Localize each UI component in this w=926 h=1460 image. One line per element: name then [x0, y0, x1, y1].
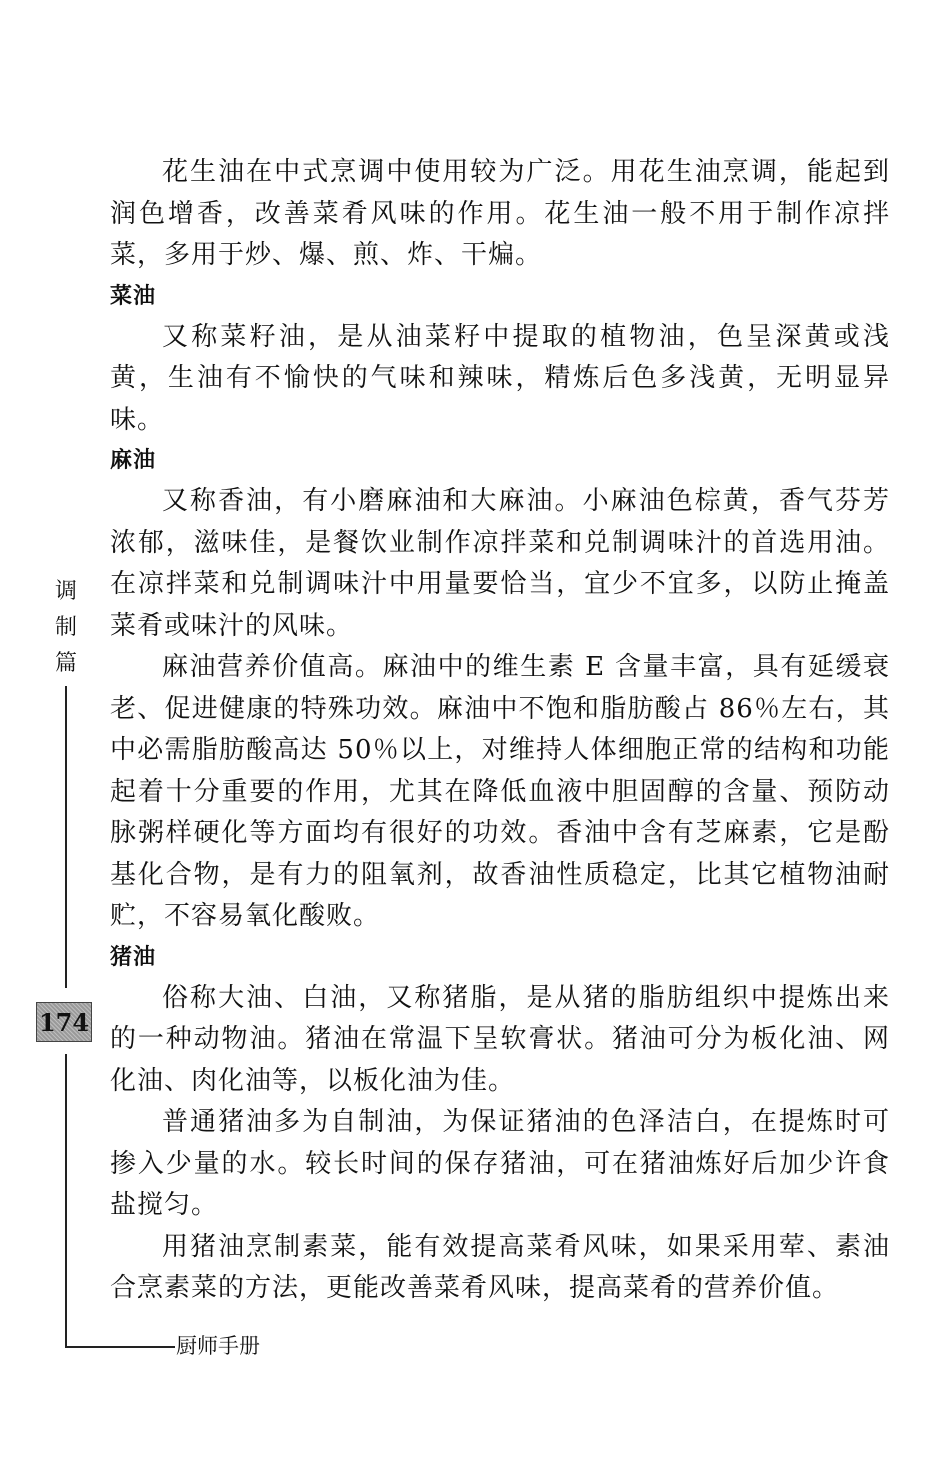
heading-sesame-oil: 麻油: [110, 448, 157, 473]
footer-rule: [65, 1346, 175, 1348]
page-number: 174: [36, 1002, 92, 1042]
paragraph-sesame-oil-intro: 又称香油，有小磨麻油和大麻油。小麻油色棕黄，香气芬芳浓郁，滋味佳，是餐饮业制作凉拌菜和兑制调味汁的首选用油。在凉拌菜和兑制调味汁中用量要恰当，宜少不宜多，以防止掩盖菜肴或味汁的风味。: [110, 486, 890, 641]
heading-rapeseed-oil: 菜油: [110, 283, 157, 309]
section-label-char: 篇: [54, 651, 77, 676]
paragraph-lard-storage: 普通猪油多为自制油，为保证猪油的色泽洁白，在提炼时可掺入少量的水。较长时间的保存猪油，可在猪油炼好后加少许食盐搅匀。: [110, 1107, 890, 1220]
footer-book-title: 厨师手册: [176, 1334, 260, 1358]
paragraph-rapeseed-oil: 又称菜籽油，是从油菜籽中提取的植物油，色呈深黄或浅黄，生油有不愉快的气味和辣味，精炼后色多浅黄，无明显异味。: [110, 321, 890, 435]
section-label-char: 调: [54, 579, 77, 604]
heading-lard: 猪油: [110, 944, 157, 970]
paragraph-sesame-oil-nutrition: 麻油营养价值高。麻油中的维生素 E 含量丰富，具有延缓衰老、促进健康的特殊功效。麻油中不饱和脂肪酸占 86％左右，其中必需脂肪酸高达 50％以上，对维持人体细胞正常的结构和功能起着十分重要的作用，尤其在降低血液中胆固醇的含量、预防动脉粥样硬化等方面均有很好的功效。香油中含有芝麻素，它是酚基化合物，是有力的阻氧剂，故香油性质稳定，比其它植物油耐贮，不容易氧化酸败。: [110, 652, 890, 931]
margin-rule-upper: [65, 686, 67, 988]
paragraph-lard-intro: 俗称大油、白油，又称猪脂，是从猪的脂肪组织中提炼出来的一种动物油。猪油在常温下呈软膏状。猪油可分为板化油、网化油、肉化油等，以板化油为佳。: [110, 982, 890, 1096]
paragraph-peanut-oil: 花生油在中式烹调中使用较为广泛。用花生油烹调，能起到润色增香，改善菜肴风味的作用。花生油一般不用于制作凉拌菜，多用于炒、爆、煎、炸、干煸。: [110, 157, 890, 270]
section-label-char: 制: [54, 615, 77, 640]
margin-rule-lower: [65, 1054, 67, 1348]
section-label: [50, 574, 82, 682]
paragraph-lard-cooking: 用猪油烹制素菜，能有效提高菜肴风味，如果采用荤、素油合烹素菜的方法，更能改善菜肴风味，提高菜肴的营养价值。: [110, 1231, 890, 1303]
main-text: [110, 152, 890, 1310]
